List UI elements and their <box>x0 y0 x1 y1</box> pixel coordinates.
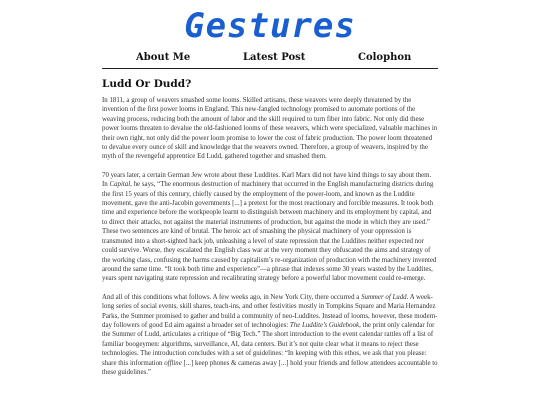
nav-item-about-me[interactable]: About Me <box>136 52 191 63</box>
emphasized-text: Summer of Ludd <box>361 293 407 301</box>
emphasized-text: offline <box>164 359 182 367</box>
paragraph-text: And all of this conditions what follows. A few weeks ago, in New York City, there occurred a <box>102 293 362 301</box>
emphasized-text: The Luddite’s Guidebook <box>289 321 360 329</box>
post-paragraph <box>102 293 438 378</box>
emphasized-text: Capital <box>109 181 131 189</box>
paragraph-text: , the print only calendar for the Summer of Ludd, articulates a critique of “Big Tech.” The short introduction to the event calendar rattles off a list of familiar boogeymen: algorithms, surveillance, AI, data centers. But it’s not quite clear what it means to reject these technologies. The introduction concludes with a set of guidelines: “In keeping with this ethos, we ask that you please: share this information <box>102 321 435 367</box>
nav-item-latest-post[interactable]: Latest Post <box>243 52 306 63</box>
post-title: Ludd Or Dudd? <box>102 78 192 90</box>
paragraph-text: , he says, “The enormous destruction of machinery that occurred in the English manufacturing districts during the first 15 years of this century, chiefly caused by the employment of the power-loom, and known as the Luddite movement, gave the anti-Jacobin governments [...] a pretext for the most reactionary and forcible measures. It took both time and experience before the workpeople learnt to distinguish between machinery and its employment by capital, and to direct their attacks, not against the material instruments of production, but against the mode in which they are used.” These two sentences are kind of brutal. The heroic act of smashing the physical machinery of your oppression is transmuted into a short-sighted hack job, unleashing a level of state repression that the Luddites neither expected nor could survive. Worse, they escalated the English class war at the very moment they obfuscated the aims and strategy of the working class, confusing the harms caused by capitalism’s re-organization of production with the machinery invented around the same time. “It took both time and experience”—a phrase that indexes some 30 years wasted by the Luddites, years spent navigating state repression and recalibrating strategy before a powerful labor movement could re-emerge. <box>102 181 437 283</box>
site-title[interactable]: Gestures <box>184 6 356 46</box>
paragraph-text: . A week-long series of social events, skill shares, teach-ins, and other festivities mostly in Tompkins Square and Maria Hernandez Parks, the Summer promised to gather and build a community of neo-Luddites. Instead of looms, however, these modern-day followers of good Ed aim against a broader set of technologies: <box>102 293 438 329</box>
nav-item-colophon[interactable]: Colophon <box>358 52 412 63</box>
paragraph-text: In 1811, a group of weavers smashed some looms. Skilled artisans, these weavers were deeply threatened by the invention of the first power looms in England. This new-fangled technology promised to automate portions of the weaving process, reducing both the amount of labor and the skill required to turn fiber into fabric. Not only did these power looms threaten to devalue the old-fashioned looms of these weavers, which were specialized, valuable machines in their own right, not only did the power loom promise to lower the cost of fabric production. The power loom threatened to devalue every ounce of skill and knowledge that the weavers owned. Therefore, a group of weavers, inspired by the myth of the revengeful apprentice Ed Ludd, gathered together and smashed them. <box>102 97 438 161</box>
main-nav <box>102 52 438 69</box>
post-paragraph <box>102 171 438 284</box>
paragraph-text: [...] keep phones & cameras away [...] hold your friends and fellow attendees accountable to these guidelines.” <box>102 359 438 376</box>
post-body <box>102 96 438 386</box>
post-paragraph <box>102 96 438 162</box>
paragraph-text: 70 years later, a certain German Jew wrote about these Luddites. Karl Marx did not have kind things to say about them. In <box>102 171 432 189</box>
